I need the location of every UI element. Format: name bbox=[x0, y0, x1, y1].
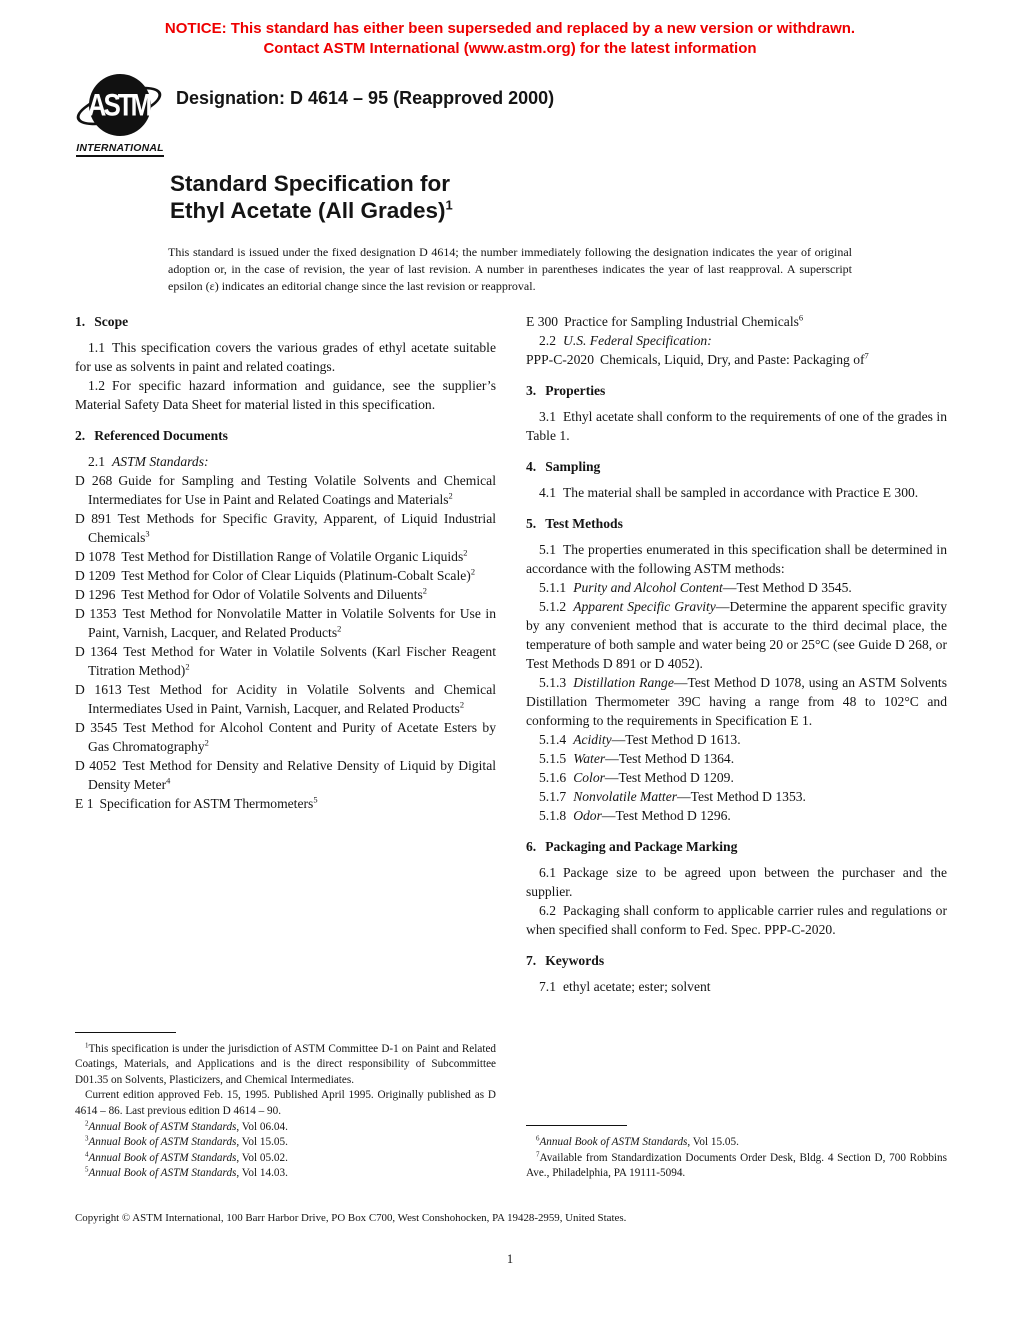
para-6-2: 6.2 Packaging shall conform to applicable carrier rules and regulations or when specified shall conform to Fed. Spec. PPP-C-2020. bbox=[526, 903, 947, 937]
reference-item: D 268 Guide for Sampling and Testing Volatile Solvents and Chemical Intermediates for Use in Paint and Related Coatings and Materials$^2$ bbox=[75, 473, 496, 507]
para-5-1: 5.1 The properties enumerated in this specification shall be determined in accordance with the following ASTM methods: bbox=[526, 542, 947, 576]
footnote-2: $^2$Annual Book of ASTM Standards, Vol 06.04. bbox=[85, 1118, 288, 1133]
test-method-item: 5.1.2 Apparent Specific Gravity—Determine the apparent specific gravity by any convenient method that is accurate to the third decimal place, the temperature of both sample and water being 20 or 25°C (see Guide D 268, or Test Methods D 891 or D 4052). bbox=[526, 599, 948, 671]
logo-subtitle: INTERNATIONAL bbox=[76, 142, 164, 157]
notice-line-1: NOTICE: This standard has either been superseded and replaced by a new version or withdrawn. bbox=[164, 20, 856, 37]
para-2-2: 2.2 U.S. Federal Specification: bbox=[539, 333, 712, 348]
para-2-1: 2.1 ASTM Standards: bbox=[88, 454, 209, 469]
preamble: This standard is issued under the fixed designation D 4614; the number immediately following the designation indicates the year of original adoption or, in the case of revision, the year of last revision. A number in parentheses indicates the year of last reapproval. A superscript epsilon (ε) indicates an editorial change since the last revision or reapproval. bbox=[168, 245, 852, 293]
section-heading-scope: 1. Scope bbox=[75, 314, 129, 329]
title-line-2: Ethyl Acetate (All Grades) bbox=[170, 198, 446, 223]
designation: Designation: D 4614 – 95 (Reapproved 2000) bbox=[176, 88, 555, 108]
right-column bbox=[526, 310, 947, 1182]
logo-acronym: ASTM bbox=[87, 86, 150, 123]
para-6-1: 6.1 Package size to be agreed upon between the purchaser and the supplier. bbox=[526, 865, 947, 899]
reference-item: D 3545 Test Method for Alcohol Content and Purity of Acetate Esters by Gas Chromatography$^2$ bbox=[75, 720, 496, 754]
footnote-divider bbox=[75, 1032, 176, 1033]
section-heading-packaging: 6. Packaging and Package Marking bbox=[526, 839, 738, 854]
test-method-item: 5.1.6 Color—Test Method D 1209. bbox=[539, 770, 734, 785]
title-footnote-marker: 1 bbox=[445, 197, 453, 213]
page-number: 1 bbox=[506, 1252, 514, 1266]
body-columns bbox=[75, 310, 947, 1182]
document-title bbox=[170, 170, 453, 224]
para-1-2: 1.2 For specific hazard information and guidance, see the supplier’s Material Safety Data Sheet for material listed in this specification. bbox=[75, 378, 496, 412]
footnote-5: $^5$Annual Book of ASTM Standards, Vol 14.03. bbox=[85, 1165, 288, 1180]
reference-item: D 891 Test Methods for Specific Gravity, Apparent, of Liquid Industrial Chemicals$^3$ bbox=[75, 511, 496, 545]
section-heading-properties: 3. Properties bbox=[526, 383, 606, 398]
para-1-1: 1.1 This specification covers the various grades of ethyl acetate suitable for use as solvents in paint and related coatings. bbox=[75, 340, 496, 374]
left-footnotes bbox=[75, 1032, 496, 1182]
test-method-item: 5.1.3 Distillation Range—Test Method D 1078, using an ASTM Solvents Distillation Thermometer 39C having a range from 48 to 102°C and conforming to the requirements in Specification E 1. bbox=[526, 675, 947, 728]
footnote-edition: Current edition approved Feb. 15, 1995. Published April 1995. Originally published as D 4614 – 86. Last previous edition D 4614 – 90. bbox=[75, 1089, 496, 1118]
test-method-item: 5.1.7 Nonvolatile Matter—Test Method D 1353. bbox=[539, 789, 806, 804]
astm-globe-icon bbox=[81, 74, 159, 138]
section-heading-sampling: 4. Sampling bbox=[526, 459, 601, 474]
reference-item: D 1613 Test Method for Acidity in Volatile Solvents and Chemical Intermediates Used in Paint, Varnish, Lacquer, and Related Products$^2$ bbox=[75, 682, 497, 716]
notice-line-2: Contact ASTM International (www.astm.org) for the latest information bbox=[263, 40, 757, 57]
test-method-item: 5.1.1 Purity and Alcohol Content—Test Method D 3545. bbox=[539, 580, 852, 595]
superseded-notice bbox=[0, 19, 1020, 59]
astm-logo bbox=[70, 74, 170, 157]
para-7-1: 7.1 ethyl acetate; ester; solvent bbox=[539, 979, 711, 994]
footnote-1: $^1$This specification is under the jurisdiction of ASTM Committee D-1 on Paint and Related Coatings, Materials, and Applications and is the direct responsibility of Subcommittee D01.35 on Solvents, Plasticizers, and Chemical Intermediates. bbox=[75, 1040, 496, 1086]
para-4-1: 4.1 The material shall be sampled in accordance with Practice E 300. bbox=[539, 485, 919, 500]
right-footnotes bbox=[526, 1125, 947, 1182]
section-heading-referenced-documents: 2. Referenced Documents bbox=[75, 428, 228, 443]
reference-item: D 4052 Test Method for Density and Relative Density of Liquid by Digital Density Meter$^4$ bbox=[75, 758, 497, 792]
reference-item: D 1296 Test Method for Odor of Volatile Solvents and Diluents$^2$ bbox=[75, 585, 427, 602]
footnote-6: $^6$Annual Book of ASTM Standards, Vol 15.05. bbox=[536, 1134, 739, 1149]
para-3-1: 3.1 Ethyl acetate shall conform to the requirements of one of the grades in Table 1. bbox=[526, 409, 947, 443]
section-heading-test-methods: 5. Test Methods bbox=[526, 516, 623, 531]
test-method-item: 5.1.4 Acidity—Test Method D 1613. bbox=[539, 732, 741, 747]
reference-item: E 1 Specification for ASTM Thermometers$^5$ bbox=[75, 794, 318, 811]
reference-item: PPP-C-2020 Chemicals, Liquid, Dry, and Paste: Packaging $of^7$ bbox=[526, 350, 869, 367]
reference-item: D 1209 Test Method for Color of Clear Liquids (Platinum-Cobalt Scale)$^2$ bbox=[75, 566, 476, 583]
test-method-item: 5.1.8 Odor—Test Method D 1296. bbox=[539, 808, 731, 823]
footnote-3: $^3$Annual Book of ASTM Standards, Vol 15.05. bbox=[85, 1134, 288, 1149]
footnote-divider bbox=[526, 1125, 627, 1126]
reference-item: D 1364 Test Method for Water in Volatile Solvents (Karl Fischer Reagent Titration Method)$^2$ bbox=[75, 644, 496, 678]
reference-item: D 1353 Test Method for Nonvolatile Matter in Volatile Solvents for Use in Paint, Varnish, Lacquer, and Related Products$^2$ bbox=[75, 606, 497, 640]
copyright-line: Copyright © ASTM International, 100 Barr Harbor Drive, PO Box C700, West Conshohocken, PA 19428-2959, United States. bbox=[75, 1212, 627, 1224]
section-heading-keywords: 7. Keywords bbox=[526, 953, 605, 968]
title-line-1: Standard Specification for bbox=[170, 171, 451, 196]
test-method-item: 5.1.5 Water—Test Method D 1364. bbox=[539, 751, 735, 766]
footnote-7: $^7$Available from Standardization Documents Order Desk, Bldg. 4 Section D, 700 Robbins Ave., Philadelphia, PA 19111-5094. bbox=[526, 1150, 947, 1180]
left-column bbox=[75, 310, 496, 1182]
reference-item: D 1078 Test Method for Distillation Range of Volatile Organic Liquids$^2$ bbox=[75, 547, 468, 564]
footnote-4: $^4$Annual Book of ASTM Standards, Vol 05.02. bbox=[85, 1150, 288, 1164]
reference-item: E 300 Practice for Sampling Industrial Chemicals$^6$ bbox=[526, 312, 804, 329]
